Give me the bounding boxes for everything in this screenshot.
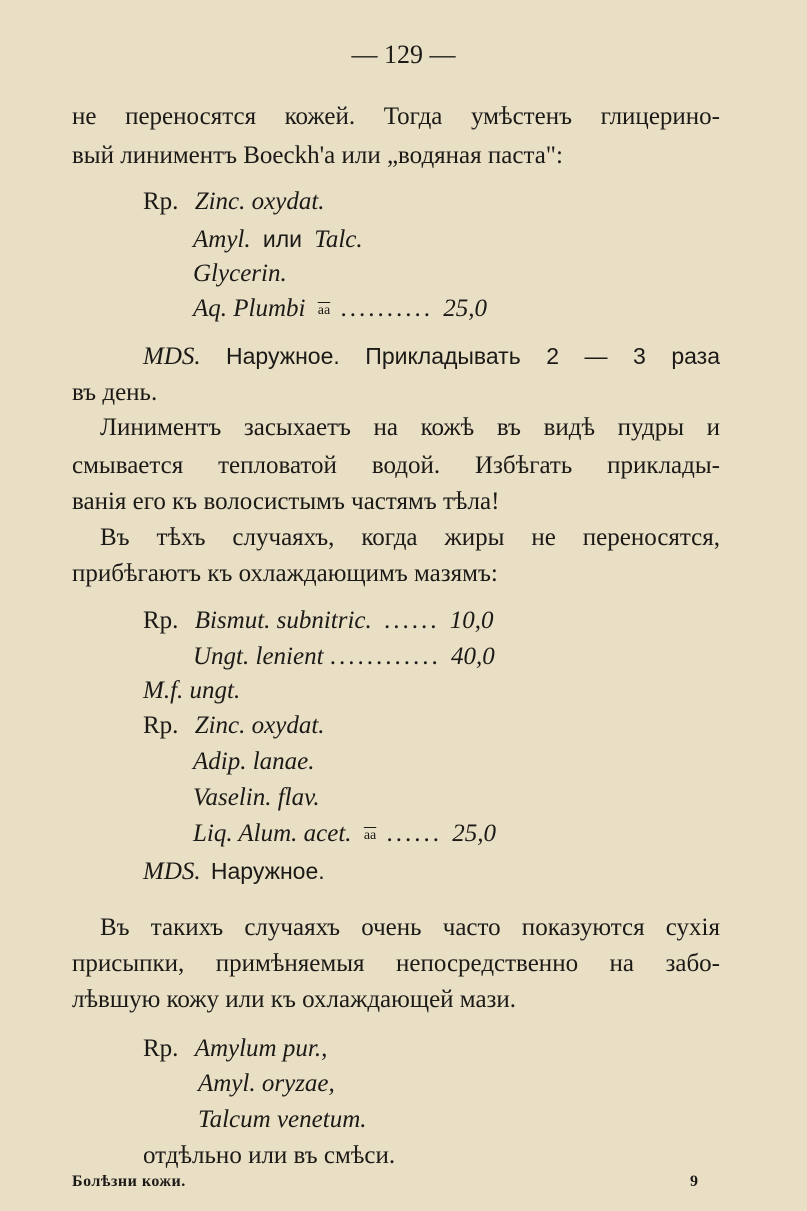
- ana-sign: $\overline{aa}$: [317, 303, 331, 318]
- recipe-ingredient: Ungt. lenient: [193, 643, 324, 670]
- recipe-rp: [143, 710, 325, 742]
- paragraph-line: смывается тепловатой водой. Избѣгать приклады-: [72, 452, 720, 479]
- mds-text: Наружное. Прикладывать 2 — 3 раза: [226, 343, 720, 369]
- mds-label: MDS.: [143, 858, 201, 885]
- leader-dots: ......: [384, 607, 440, 634]
- paragraph-line: прибѣгаютъ къ охлаждающимъ мазямъ:: [72, 560, 498, 587]
- ana-sign: $\overline{aa}$: [363, 828, 377, 843]
- recipe-conjunction: или: [262, 226, 302, 252]
- recipe-ingredient-line: [193, 641, 495, 673]
- recipe-note: отдѣльно или въ смѣси.: [143, 1142, 396, 1169]
- paragraph-line: лѣвшую кожу или къ охлаждающей мази.: [72, 986, 517, 1013]
- mds-line: [143, 340, 720, 373]
- paragraph-line: Въ тѣхъ случаяхъ, когда жиры не переносятся,: [100, 524, 720, 551]
- recipe-ingredient: Zinc. oxydat.: [194, 188, 325, 215]
- recipe-dose: 10,0: [449, 607, 494, 634]
- leader-dots: ..........: [340, 295, 433, 322]
- page-number: — 129 —: [351, 40, 456, 69]
- recipe-rp: [143, 605, 494, 637]
- recipe-ingredient-line: [193, 223, 363, 256]
- recipe-ingredient: Liq. Alum. acet.: [193, 820, 352, 847]
- paragraph-line: въ день.: [72, 379, 158, 406]
- leader-dots: ......: [386, 820, 442, 847]
- recipe-rp: [143, 186, 325, 218]
- rp-label: Rp.: [143, 188, 179, 215]
- recipe-ingredient: Zinc. oxydat.: [194, 712, 325, 739]
- recipe-dose: 25,0: [443, 295, 487, 322]
- recipe-ingredient: Amylum pur.,: [194, 1035, 328, 1062]
- rp-label: Rp.: [143, 712, 179, 739]
- paragraph-line: не переносятся кожей. Тогда умѣстенъ глицерино-: [72, 103, 720, 130]
- recipe-ingredient-line: [193, 818, 496, 852]
- recipe-ingredient: Amyl. oryzae,: [198, 1070, 335, 1097]
- paragraph-line: вый линиментъ Boeckh'a или „водяная паста":: [72, 142, 563, 169]
- recipe-dose: 25,0: [452, 820, 496, 847]
- recipe-rp: [143, 1033, 327, 1065]
- paragraph-line: Въ такихъ случаяхъ очень часто показуются сухія: [100, 914, 720, 941]
- paragraph-line: Линиментъ засыхаетъ на кожѣ въ видѣ пудры и: [100, 414, 720, 441]
- mds-line: [143, 855, 325, 888]
- leader-dots: ............: [329, 643, 441, 670]
- recipe-ingredient: Aq. Plumbi: [193, 295, 306, 322]
- rp-label: Rp.: [143, 607, 179, 634]
- recipe-ingredient: Adip. lanae.: [193, 748, 315, 775]
- recipe-ingredient: Amyl.: [193, 226, 251, 253]
- signature-mark: 9: [690, 1173, 699, 1190]
- rp-label: Rp.: [143, 1035, 179, 1062]
- recipe-ingredient: Talc.: [314, 226, 363, 253]
- mds-text: Наружное.: [210, 858, 325, 884]
- footer-title: Болѣзни кожи.: [72, 1173, 186, 1190]
- recipe-ingredient-line: [193, 293, 487, 327]
- recipe-ingredient: Vaselin. flav.: [193, 784, 320, 811]
- mds-label: MDS.: [143, 343, 201, 370]
- recipe-ingredient: Talcum venetum.: [198, 1106, 367, 1133]
- paragraph-line: присыпки, примѣняемыя непосредственно на забо-: [72, 950, 720, 977]
- paragraph-line: ванія его къ волосистымъ частямъ тѣла!: [72, 488, 500, 515]
- recipe-dose: 40,0: [451, 643, 495, 670]
- recipe-instruction: M.f. ungt.: [143, 677, 241, 704]
- recipe-ingredient: Glycerin.: [193, 260, 287, 287]
- recipe-ingredient: Bismut. subnitric.: [194, 607, 372, 634]
